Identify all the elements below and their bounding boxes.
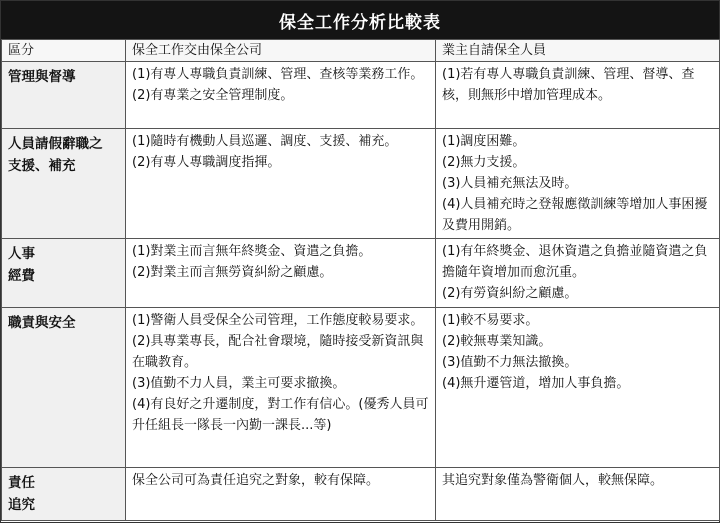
category-line: 人事 (8, 246, 35, 262)
company-item: (2)對業主而言無勞資糾紛之顧慮。 (132, 265, 333, 280)
row-category (2, 308, 126, 468)
owner-item: (2)較無專業知識。 (442, 334, 552, 349)
category-line: 管理與督導 (8, 69, 76, 85)
owner-item: (3)值勤不力無法撤換。 (442, 355, 578, 370)
table-row (2, 62, 720, 129)
company-item: (1)有專人專職負責訓練、管理、查核等業務工作。 (132, 67, 424, 82)
header-owner: 業主自請保全人員 (436, 40, 720, 62)
company-cell (126, 62, 436, 129)
row-category (2, 468, 126, 521)
owner-cell (436, 129, 720, 239)
header-category: 區分 (2, 40, 126, 62)
company-cell (126, 308, 436, 468)
company-item: 保全公司可為責任追究之對象，較有保障。 (132, 473, 380, 488)
owner-item: (2)有勞資糾紛之顧慮。 (442, 286, 578, 301)
row-category (2, 239, 126, 308)
owner-item: (2)無力支援。 (442, 155, 526, 170)
company-item: (2)具專業專長，配合社會環境，隨時接受新資訊與在職教育。 (132, 334, 424, 370)
category-line: 職責與安全 (8, 315, 76, 331)
company-cell (126, 129, 436, 239)
owner-cell (436, 468, 720, 521)
owner-cell (436, 308, 720, 468)
category-line: 支援、補充 (8, 158, 76, 174)
table-title: 保全工作分析比較表 (1, 1, 719, 39)
table-row (2, 129, 720, 239)
table-row (2, 308, 720, 468)
category-line: 追究 (8, 497, 35, 513)
comparison-table (1, 39, 720, 521)
company-item: (3)值勤不力人員，業主可要求撤換。 (132, 376, 346, 391)
category-line: 經費 (8, 268, 35, 284)
row-category (2, 129, 126, 239)
owner-item: (4)人員補充時之登報應徵訓練等增加人事困擾及費用開銷。 (442, 197, 708, 233)
owner-cell (436, 239, 720, 308)
owner-item: (1)調度困難。 (442, 134, 526, 149)
company-item: (2)有專業之安全管理制度。 (132, 88, 294, 103)
owner-item: (1)若有專人專職負責訓練、管理、督導、查核，則無形中增加管理成本。 (442, 67, 695, 103)
owner-item: (1)較不易要求。 (442, 313, 539, 328)
table-row (2, 468, 720, 521)
owner-item: (3)人員補充無法及時。 (442, 176, 578, 191)
row-category (2, 62, 126, 129)
company-item: (1)隨時有機動人員巡邏、調度、支援、補充。 (132, 134, 398, 149)
category-line: 責任 (8, 475, 35, 491)
table-row (2, 239, 720, 308)
company-item: (1)對業主而言無年終獎金、資遣之負擔。 (132, 244, 372, 259)
company-item: (2)有專人專職調度指揮。 (132, 155, 281, 170)
owner-cell (436, 62, 720, 129)
company-cell (126, 239, 436, 308)
table-header-row (2, 40, 720, 62)
company-cell (126, 468, 436, 521)
category-line: 人員請假辭職之 (8, 136, 103, 152)
owner-item: (4)無升遷管道，增加人事負擔。 (442, 376, 630, 391)
owner-item: (1)有年終獎金、退休資遣之負擔並隨資遣之負擔隨年資增加而愈沉重。 (442, 244, 708, 280)
company-item: (1)警衛人員受保全公司管理，工作態度較易要求。 (132, 313, 424, 328)
owner-item: 其追究對象僅為警衛個人，較無保障。 (442, 473, 664, 488)
header-company: 保全工作交由保全公司 (126, 40, 436, 62)
company-item: (4)有良好之升遷制度，對工作有信心。(優秀人員可升任組長一隊長一內勤一課長...等) (132, 397, 429, 433)
